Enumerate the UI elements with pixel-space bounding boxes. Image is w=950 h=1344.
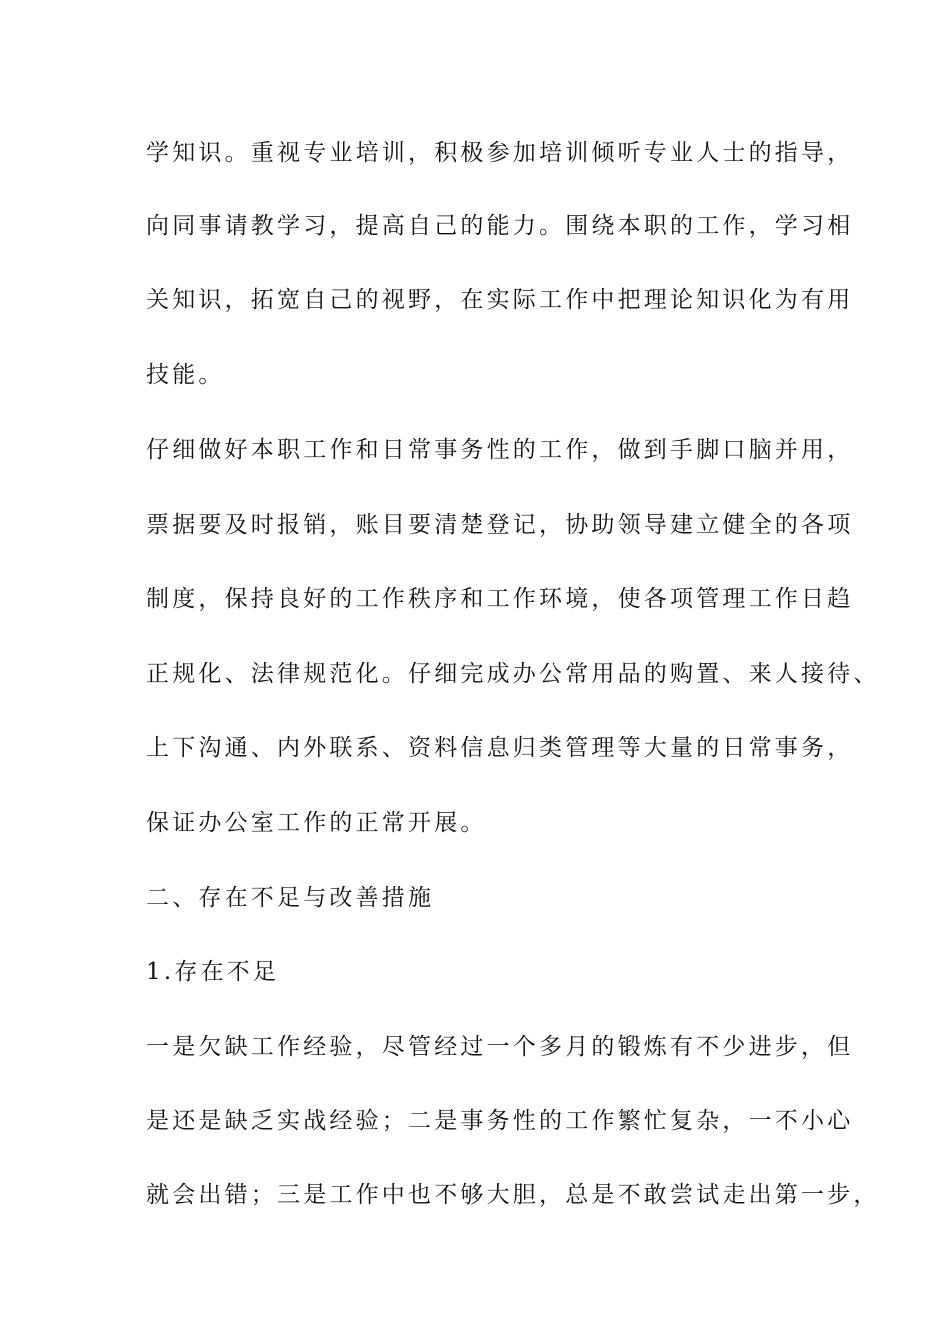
text-line: 保证办公室工作的正常开展。 (146, 810, 487, 836)
text-line: 学知识。重视专业培训，积极参加培训倾听专业人士的指导， (146, 140, 854, 166)
text-line: 制度，保持良好的工作秩序和工作环境，使各项管理工作日趋 (146, 586, 854, 612)
text-line: 仔细做好本职工作和日常事务性的工作，做到手脚口脑并用， (146, 437, 854, 463)
text-line: 技能。 (146, 362, 225, 388)
text-line: 向同事请教学习，提高自己的能力。围绕本职的工作，学习相 (146, 213, 854, 239)
text-line: 是还是缺乏实战经验；二是事务性的工作繁忙复杂，一不小心 (146, 1108, 854, 1134)
text-line: 上下沟通、内外联系、资料信息归类管理等大量的日常事务， (146, 735, 854, 761)
text-line: 就会出错；三是工作中也不够大胆，总是不敢尝试走出第一步， (146, 1182, 880, 1208)
text-line: 关知识，拓宽自己的视野，在实际工作中把理论知识化为有用 (146, 287, 854, 313)
section-heading: 二、存在不足与改善措施 (146, 885, 435, 911)
text-line: 正规化、法律规范化。仔细完成办公常用品的购置、来人接待、 (146, 661, 880, 687)
subsection-heading: 1.存在不足 (146, 959, 280, 985)
text-line: 一是欠缺工作经验，尽管经过一个多月的锻炼有不少进步，但 (146, 1034, 854, 1060)
text-line: 票据要及时报销，账目要清楚登记，协助领导建立健全的各项 (146, 512, 854, 538)
